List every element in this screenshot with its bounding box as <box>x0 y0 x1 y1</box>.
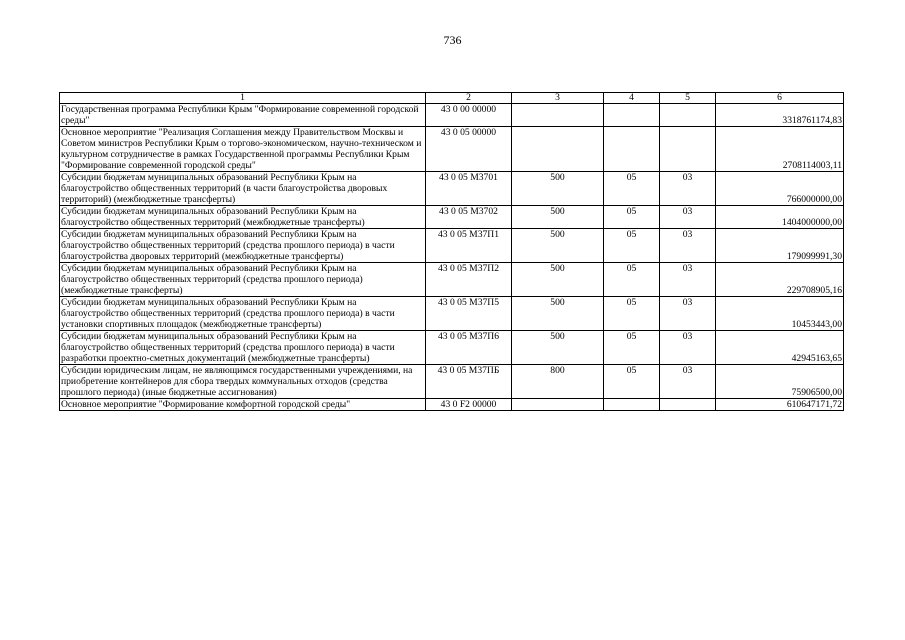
row-name: Субсидии бюджетам муниципальных образований Республики Крым на благоустройство общественных территорий (средства прошлого периода) в части благоустройства дворовых территорий (межбюджетные трансферты) <box>60 229 426 263</box>
row-sum: 10453443,00 <box>716 297 844 331</box>
row-sum: 229708905,16 <box>716 263 844 297</box>
row-sum: 75906500,00 <box>716 365 844 399</box>
row-code: 43 0 05 М3701 <box>426 172 512 206</box>
header-cell: 3 <box>512 93 604 104</box>
table-row <box>60 399 844 411</box>
row-code: 43 0 05 М37П5 <box>426 297 512 331</box>
budget-table <box>59 92 844 411</box>
table-row <box>60 206 844 229</box>
table-row <box>60 104 844 127</box>
row-col3: 800 <box>512 365 604 399</box>
table-header-row <box>60 93 844 104</box>
row-col4: 05 <box>604 365 660 399</box>
row-col3: 500 <box>512 263 604 297</box>
row-col4: 05 <box>604 263 660 297</box>
row-col5: 03 <box>660 206 716 229</box>
header-cell: 6 <box>716 93 844 104</box>
row-name: Субсидии бюджетам муниципальных образований Республики Крым на благоустройство общественных территорий (средства прошлого периода) (межбюджетные трансферты) <box>60 263 426 297</box>
row-col4: 05 <box>604 331 660 365</box>
row-col3 <box>512 104 604 127</box>
row-col5: 03 <box>660 263 716 297</box>
row-col5: 03 <box>660 229 716 263</box>
row-name: Субсидии бюджетам муниципальных образований Республики Крым на благоустройство общественных территорий (средства прошлого периода) в части разработки проектно-сметных документаций (межбюджетные трансферты) <box>60 331 426 365</box>
header-cell: 1 <box>60 93 426 104</box>
row-col3: 500 <box>512 229 604 263</box>
row-sum: 766000000,00 <box>716 172 844 206</box>
table-row <box>60 172 844 206</box>
row-col5: 03 <box>660 365 716 399</box>
row-name: Основное мероприятие "Формирование комфортной городской среды" <box>60 399 426 411</box>
header-cell: 4 <box>604 93 660 104</box>
table-row <box>60 229 844 263</box>
header-cell: 5 <box>660 93 716 104</box>
row-col4: 05 <box>604 297 660 331</box>
row-sum: 610647171,72 <box>716 399 844 411</box>
row-col4 <box>604 399 660 411</box>
row-code: 43 0 05 00000 <box>426 127 512 172</box>
row-name: Субсидии бюджетам муниципальных образований Республики Крым на благоустройство общественных территорий (средства прошлого периода) в части установки спортивных площадок (межбюджетные трансферты) <box>60 297 426 331</box>
row-col5 <box>660 399 716 411</box>
row-sum: 2708114003,11 <box>716 127 844 172</box>
row-col5: 03 <box>660 297 716 331</box>
row-name: Субсидии бюджетам муниципальных образований Республики Крым на благоустройство общественных территорий (в части благоустройства дворовых территорий) (межбюджетные трансферты) <box>60 172 426 206</box>
table-row <box>60 331 844 365</box>
row-col3: 500 <box>512 297 604 331</box>
row-col4 <box>604 127 660 172</box>
row-code: 43 0 05 М37ПБ <box>426 365 512 399</box>
row-code: 43 0 00 00000 <box>426 104 512 127</box>
row-col3: 500 <box>512 206 604 229</box>
row-code: 43 0 05 М37П6 <box>426 331 512 365</box>
row-col4: 05 <box>604 229 660 263</box>
row-col4 <box>604 104 660 127</box>
row-col5: 03 <box>660 172 716 206</box>
row-col4: 05 <box>604 172 660 206</box>
table-row <box>60 365 844 399</box>
row-code: 43 0 05 М37П1 <box>426 229 512 263</box>
row-name: Субсидии бюджетам муниципальных образований Республики Крым на благоустройство общественных территорий (межбюджетные трансферты) <box>60 206 426 229</box>
row-sum: 3318761174,83 <box>716 104 844 127</box>
row-code: 43 0 05 М37П2 <box>426 263 512 297</box>
table-row <box>60 297 844 331</box>
row-col3: 500 <box>512 331 604 365</box>
row-name: Субсидии юридическим лицам, не являющимся государственными учреждениями, на приобретение контейнеров для сбора твердых коммунальных отходов (средства прошлого периода) (иные бюджетные ассигнования) <box>60 365 426 399</box>
table-row <box>60 263 844 297</box>
table-row <box>60 127 844 172</box>
row-name: Основное мероприятие "Реализация Соглашения между Правительством Москвы и Советом министров Республики Крым о торгово-экономическом, научно-техническом и культурном сотрудничестве в рамках Государственной программы Республики Крым "Формирование современной городской среды" <box>60 127 426 172</box>
row-col5 <box>660 104 716 127</box>
row-code: 43 0 F2 00000 <box>426 399 512 411</box>
row-sum: 179099991,30 <box>716 229 844 263</box>
row-col4: 05 <box>604 206 660 229</box>
row-code: 43 0 05 М3702 <box>426 206 512 229</box>
row-sum: 42945163,65 <box>716 331 844 365</box>
page-number: 736 <box>443 33 462 47</box>
row-col5: 03 <box>660 331 716 365</box>
row-col3 <box>512 127 604 172</box>
row-col3 <box>512 399 604 411</box>
row-sum: 1404000000,00 <box>716 206 844 229</box>
row-name: Государственная программа Республики Крым "Формирование современной городской среды" <box>60 104 426 127</box>
row-col5 <box>660 127 716 172</box>
row-col3: 500 <box>512 172 604 206</box>
header-cell: 2 <box>426 93 512 104</box>
